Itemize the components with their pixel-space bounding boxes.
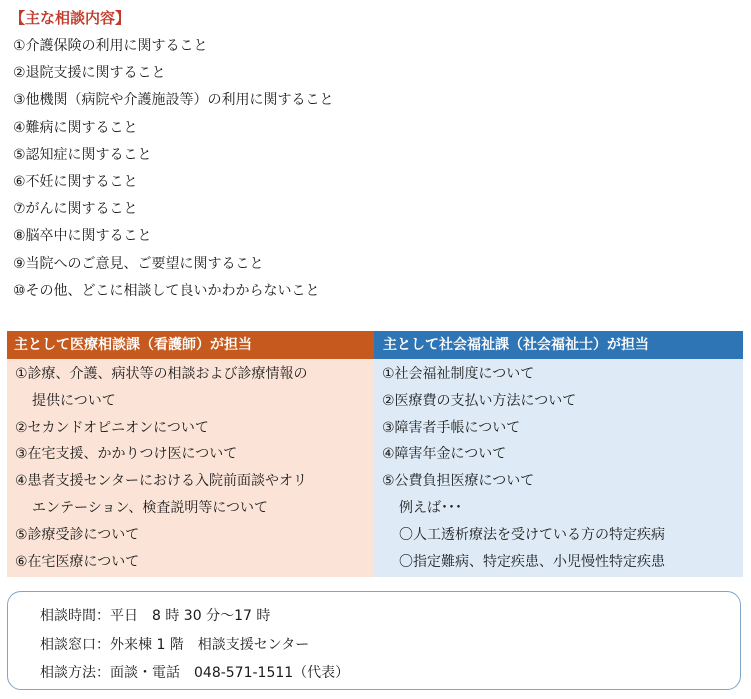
social-item: ⑤公費負担医療について: [382, 473, 535, 490]
topic-item: ①介護保険の利用に関すること: [13, 38, 208, 54]
medical-item-continuation: 提供について: [32, 392, 116, 409]
medical-item-list: [7, 361, 374, 575]
consultation-topic-list: [13, 33, 334, 305]
social-item: ①社会福祉制度について: [382, 366, 535, 382]
consultation-hours: 相談時間：平日 8 時 30 分～17 時: [40, 608, 271, 624]
social-item: ③障害者手帳について: [382, 419, 521, 436]
medical-consultation-column: [7, 331, 374, 577]
medical-item: ①診療、介護、病状等の相談および診療情報の: [15, 366, 308, 382]
topic-item: ⑨当院へのご意見、ご要望に関すること: [13, 255, 264, 272]
social-item-list: [374, 361, 743, 575]
topic-item: ⑧脳卒中に関すること: [13, 228, 152, 245]
topic-item: ②退院支援に関すること: [13, 65, 166, 82]
topic-item: ⑩その他、どこに相談して良いかわからないこと: [13, 282, 320, 299]
medical-column-header: 主として医療相談課（看護師）が担当: [7, 331, 374, 359]
social-item: ②医療費の支払い方法について: [382, 392, 577, 409]
medical-item: ③在宅支援、かかりつけ医について: [15, 446, 238, 463]
department-table: [7, 331, 743, 577]
contact-info-list: [40, 602, 349, 688]
social-item-example-label: 例えば･･･: [399, 499, 462, 516]
medical-item: ⑥在宅医療について: [15, 553, 140, 570]
consultation-method: 相談方法：面談・電話 048-571-1511（代表）: [40, 665, 350, 681]
topic-item: ④難病に関すること: [13, 119, 138, 136]
topic-item: ⑤認知症に関すること: [13, 146, 152, 163]
social-item: ④障害年金について: [382, 446, 507, 463]
social-item-example: 〇人工透析療法を受けている方の特定疾病: [399, 526, 665, 543]
topic-item: ⑥不妊に関すること: [13, 174, 138, 191]
medical-item: ⑤診療受診について: [15, 526, 140, 543]
medical-item: ②セカンドオピニオンについて: [15, 419, 209, 436]
consultation-window: 相談窓口：外来棟 1 階 相談支援センター: [40, 636, 310, 653]
contact-info-box: [7, 591, 741, 690]
social-welfare-column: [374, 331, 743, 577]
medical-item: ④患者支援センターにおける入院前面談やオリ: [15, 473, 307, 490]
medical-item-continuation: エンテーション、検査説明等について: [32, 499, 269, 516]
topic-item: ③他機関（病院や介護施設等）の利用に関すること: [13, 92, 334, 109]
section-heading: 【主な相談内容】: [10, 9, 131, 27]
social-column-header: 主として社会福祉課（社会福祉士）が担当: [374, 331, 743, 359]
topic-item: ⑦がんに関すること: [13, 201, 138, 218]
social-item-example: 〇指定難病、特定疾患、小児慢性特定疾患: [399, 553, 665, 570]
